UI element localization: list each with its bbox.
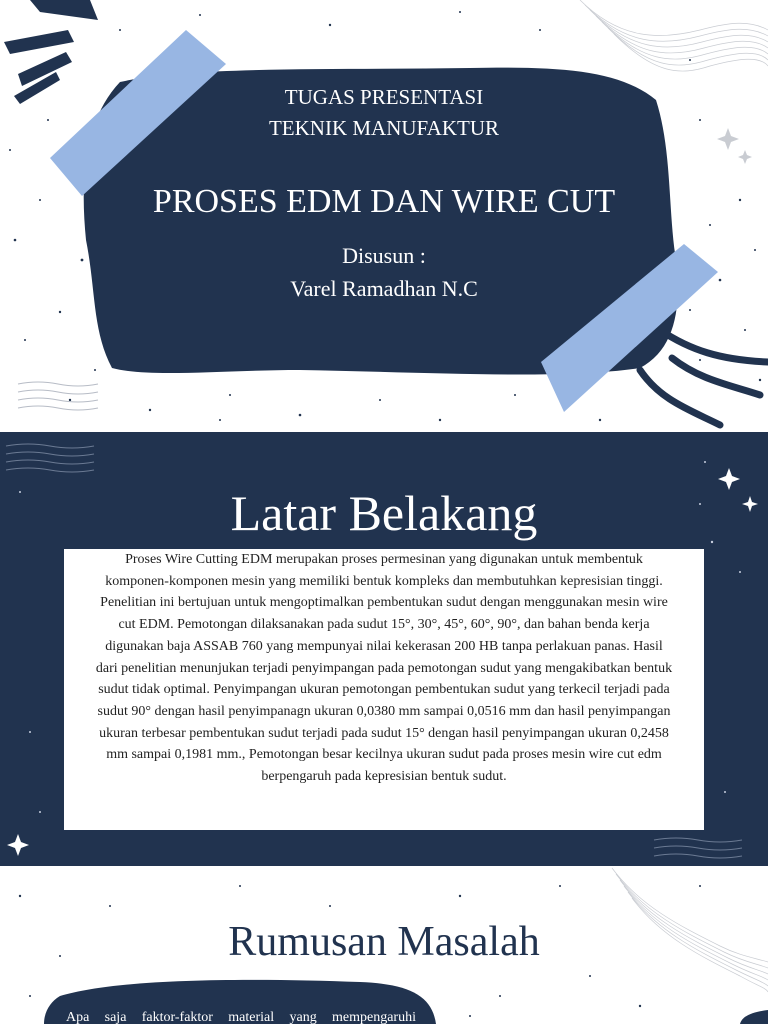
course-label: TEKNIK MANUFAKTUR bbox=[268, 116, 499, 140]
author-name: Varel Ramadhan N.C bbox=[290, 276, 478, 301]
title-slide bbox=[0, 0, 768, 432]
mesh-ribbon bbox=[580, 0, 768, 71]
section-heading: Latar Belakang bbox=[230, 485, 538, 541]
corner-blob bbox=[740, 1010, 768, 1024]
background-paragraph: Proses Wire Cutting EDM merupakan proses permesinan yang digunakan untuk membentuk komponen-komponen mesin yang memiliki bentuk kompleks dan membutuhkan kepresisian tinggi. Penelitian ini bertujuan untuk mengoptimalkan pembentukan sudut dengan menggunakan mesin wire cut EDM. Pemotongan dilaksanakan pada sudut 15°, 30°, 45°, 60°, 90°, dan bahan benda kerja digunakan baja ASSAB 760 yang mempunyai nilai kekerasan 200 HB tanpa perlakuan panas. Hasil dari penelitian menunjukan terjadi penyimpangan pada pemotongan sudut yang mengakibatkan bentuk sudut tidak optimal. Penyimpangan ukuran pemotongan pembentukan sudut yang terkecil terjadi pada sudut 90° dengan hasil penyimpanagn ukuran 0,0380 mm sampai 0,0516 mm dan hasil penyimpangan ukuran terbesar pembentukan sudut terjadi pada sudut 15° dengan hasil penyimpangan ukuran 0,2458 mm sampai 0,1981 mm., Pemotongan besar kecilnya ukuran sudut pada proses mesin wire cut edm berpengaruh pada kepresisian bentuk sudut. bbox=[95, 552, 673, 785]
text-panel bbox=[64, 549, 704, 830]
wave-lines bbox=[18, 382, 98, 410]
section-heading: Rumusan Masalah bbox=[228, 919, 540, 965]
problem-text: Apa saja faktor-faktor material yang mempengaruhi bbox=[66, 1010, 416, 1024]
problem-slide bbox=[0, 866, 768, 1024]
author-label: Disusun : bbox=[342, 243, 426, 268]
main-title: PROSES EDM DAN WIRE CUT bbox=[152, 183, 616, 220]
presentation-label: TUGAS PRESENTASI bbox=[284, 85, 484, 109]
background-slide bbox=[0, 432, 768, 866]
